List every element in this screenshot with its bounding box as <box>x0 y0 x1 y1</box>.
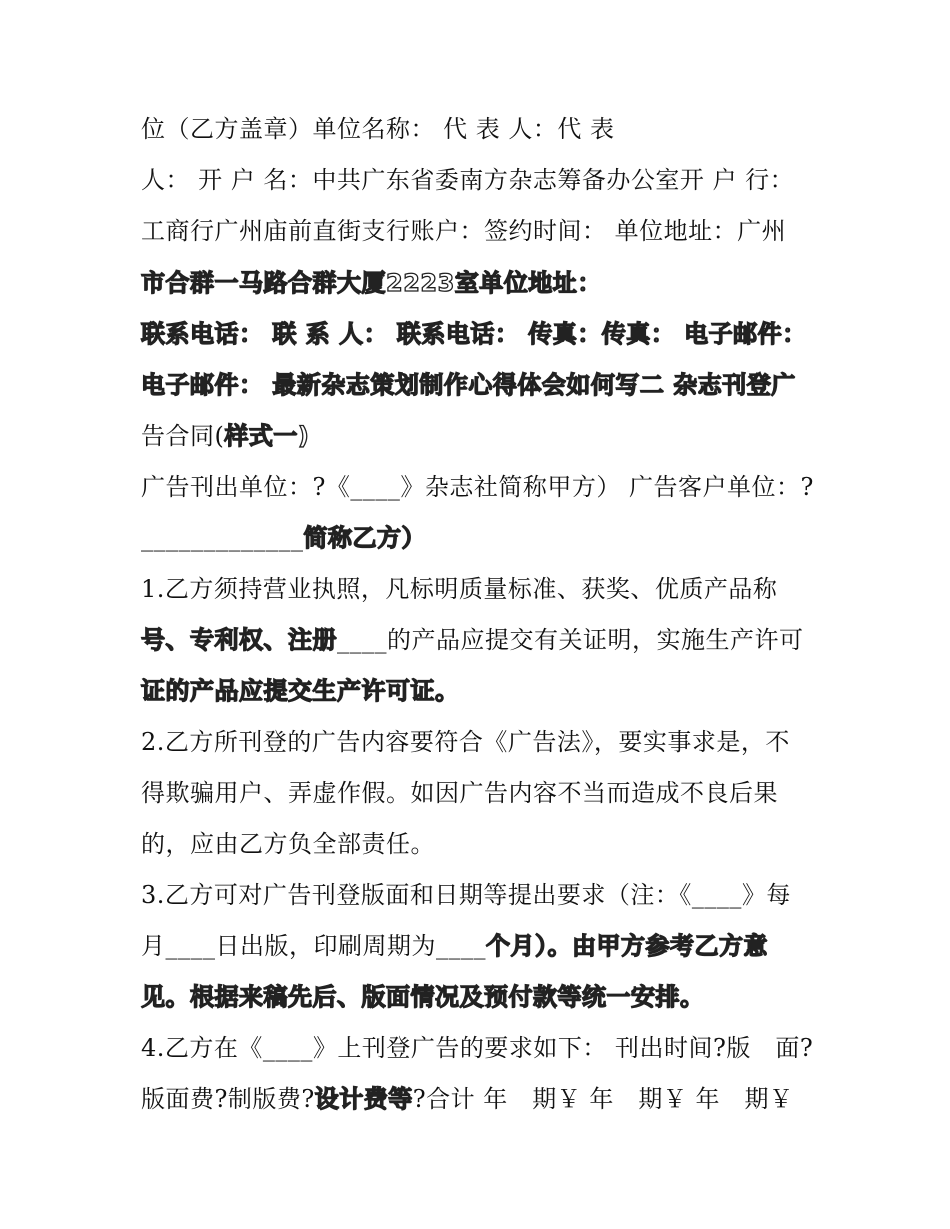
doc-line-17-outline: 个月）。由甲方参考乙方意 <box>486 932 768 960</box>
doc-line-10: 1.乙方须持营业执照，凡标明质量标准、获奖、优质产品称 <box>141 575 778 603</box>
doc-line-14: 得欺骗用户、弄虚作假。如因广告内容不当而造成不良后果 <box>141 779 778 807</box>
doc-line-6: 电子邮件： 最新杂志策划制作心得体会如何写二 杂志刊登广 <box>141 371 796 399</box>
doc-line-4: 市合群一马路合群大厦2223室单位地址： <box>141 269 602 297</box>
doc-line-11-plain: ____的产品应提交有关证明，实施生产许可 <box>337 626 804 654</box>
doc-line-3: 工商行广州庙前直街支行账户：签约时间： 单位地址：广州 <box>141 217 787 245</box>
doc-line-17-plain: 月____日出版，印刷周期为____ <box>141 932 486 960</box>
doc-line-17 <box>141 929 821 963</box>
doc-line-7 <box>141 419 821 453</box>
doc-line-7-outline: 样式一) <box>224 422 310 450</box>
doc-line-2: 人： 开 户 名：中共广东省委南方杂志筹备办公室开 户 行： <box>141 166 795 194</box>
doc-line-13: 2.乙方所刊登的广告内容要符合《广告法》，要实事求是，不 <box>141 728 790 756</box>
doc-line-11 <box>141 623 821 657</box>
doc-line-18: 见。根据来稿先后、版面情况及预付款等统一安排。 <box>141 983 705 1011</box>
doc-line-15: 的，应由乙方负全部责任。 <box>141 830 435 858</box>
doc-line-9 <box>141 521 821 555</box>
doc-line-20-plain-b: ?合计 年 期￥ 年 期￥ 年 期￥ <box>412 1085 794 1113</box>
doc-line-9-outline: 简称乙方） <box>303 524 426 552</box>
doc-line-16: 3.乙方可对广告刊登版面和日期等提出要求（注：《____》每 <box>141 881 791 909</box>
doc-line-20-outline: 设计费等 <box>314 1085 413 1113</box>
doc-line-5: 联系电话： 联 系 人： 联系电话： 传真：传真： 电子邮件： <box>141 320 807 348</box>
doc-line-20-plain-a: 版面费?制版费? <box>141 1085 315 1113</box>
doc-line-1: 位（乙方盖章）单位名称： 代 表 人：代 表 <box>141 115 615 143</box>
doc-line-7-plain: 告合同( <box>141 422 225 450</box>
doc-line-19: 4.乙方在《____》上刊登广告的要求如下： 刊出时间?版 面? <box>141 1034 814 1062</box>
doc-line-11-outline: 号、专利权、注册 <box>141 626 337 654</box>
doc-line-20 <box>141 1082 821 1116</box>
doc-line-9-underline: _____________ <box>141 524 304 552</box>
doc-line-12: 证的产品应提交生产许可证。 <box>141 677 460 705</box>
doc-line-8: 广告刊出单位：?《____》杂志社简称甲方） 广告客户单位：? <box>141 473 814 501</box>
